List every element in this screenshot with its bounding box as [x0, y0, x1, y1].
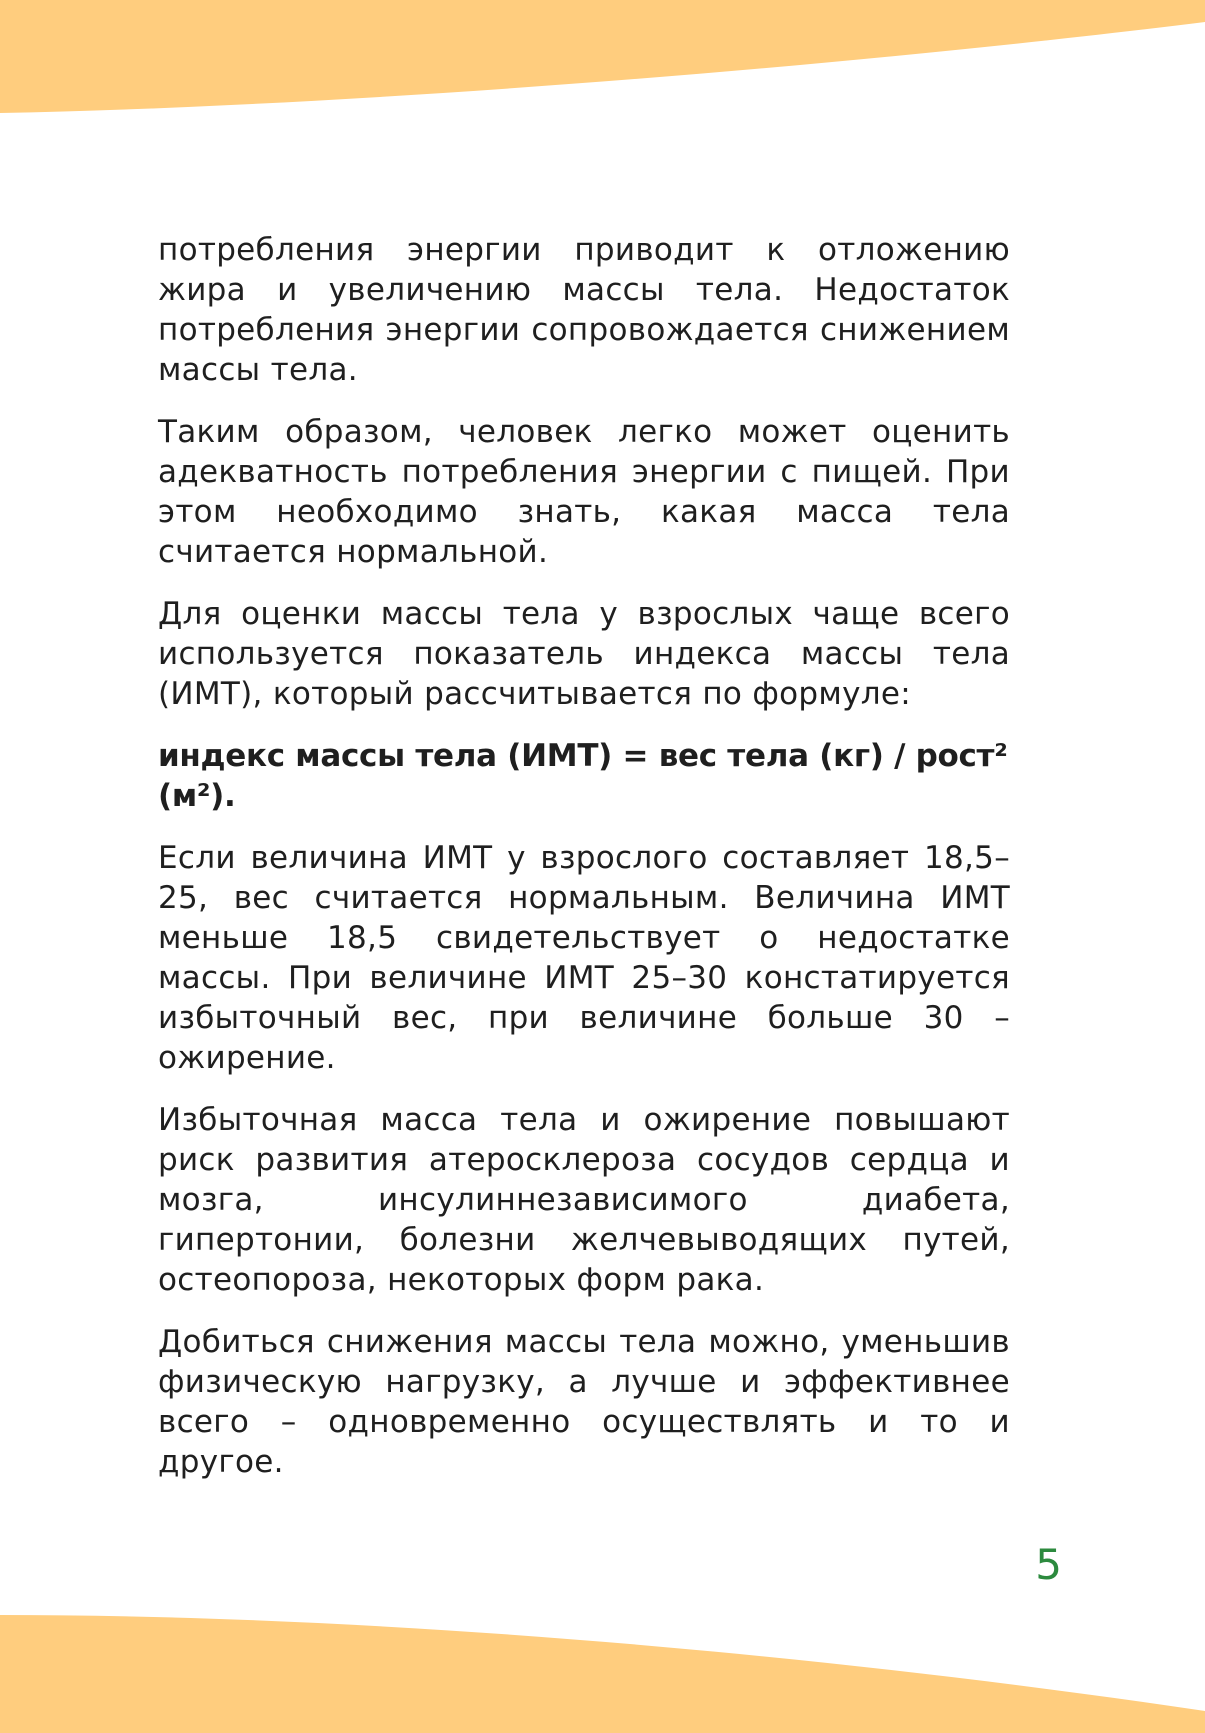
bmi-formula: индекс массы тела (ИМТ) = вес тела (кг) / рост² (м²). — [158, 738, 1008, 814]
paragraph-risks: Избыточная масса тела и ожирение повышают риск развития атеросклероза сосудов сердца и мозга, инсулиннезависимого диабета, гипертонии, болезни желчевыводящих путей, остеопороза, некоторых форм рака. — [158, 1102, 1010, 1298]
page-number: 5 — [1035, 1540, 1062, 1589]
paragraph-bmi-intro: Для оценки массы тела у взрослых чаще всего используется показатель индекса массы тела (ИМТ), который рассчитывается по формуле: — [158, 596, 1010, 712]
paragraph-energy-excess: потребления энергии приводит к отложению жира и увеличению массы тела. Недостаток потребления энергии сопровождается снижением массы тела. — [158, 232, 1010, 388]
paragraph-bmi-ranges: Если величина ИМТ у взрослого составляет 18,5–25, вес считается нормальным. Величина ИМТ меньше 18,5 свидетельствует о недостатке массы. При величине ИМТ 25–30 констатируется избыточный вес, при величине больше 30 – ожирение. — [158, 840, 1010, 1076]
main-text — [158, 230, 1010, 1504]
bottom-decorative-wave — [0, 1613, 1205, 1733]
top-decorative-wave — [0, 0, 1205, 120]
paragraph-weight-loss: Добиться снижения массы тела можно, уменьшив физическую нагрузку, а лучше и эффективнее всего – одновременно осуществлять и то и другое. — [158, 1324, 1010, 1480]
paragraph-assessment: Таким образом, человек легко может оценить адекватность потребления энергии с пищей. При этом необходимо знать, какая масса тела считается нормальной. — [158, 414, 1010, 570]
